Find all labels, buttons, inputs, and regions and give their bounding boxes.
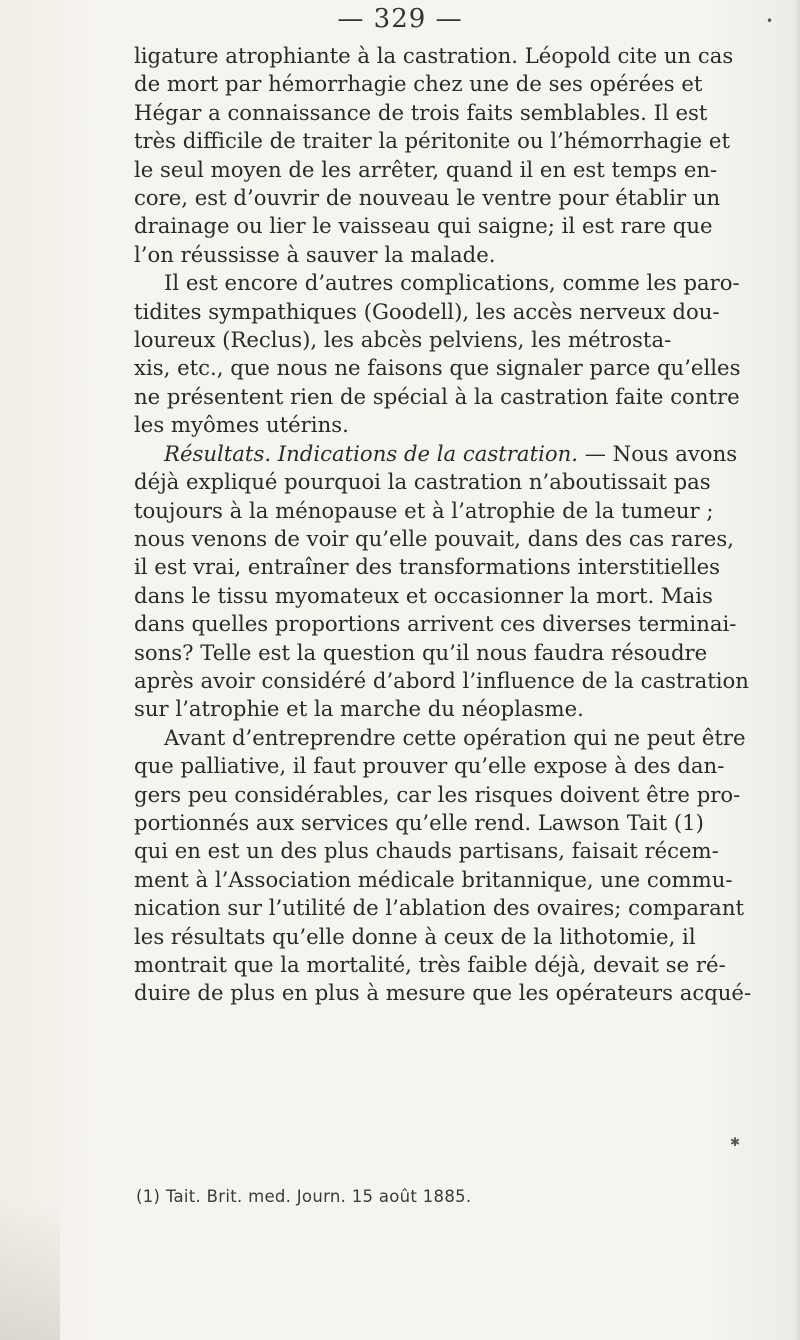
- text-line: nous venons de voir qu’elle pouvait, dans des cas rares,: [134, 525, 734, 551]
- text-line: Avant d’entreprendre cette opération qui ne peut être: [164, 724, 746, 750]
- page-number: — 329 —: [337, 4, 463, 34]
- text-line: sur l’atrophie et la marche du néoplasme.: [134, 696, 584, 722]
- text-line: les myômes utérins.: [134, 412, 349, 438]
- text-line: ment à l’Association médicale britannique, une commu-: [134, 866, 733, 892]
- text-line: ne présentent rien de spécial à la castration faite contre: [134, 383, 740, 409]
- text-fragment: — Nous avons: [578, 440, 738, 466]
- text-line: le seul moyen de les arrêter, quand il en est temps en-: [134, 156, 718, 182]
- text-line: gers peu considérables, car les risques doivent être pro-: [134, 781, 741, 807]
- text-line: sons? Telle est la question qu’il nous faudra résoudre: [134, 639, 708, 665]
- footnote: (1) Tait. Brit. med. Journ. 15 août 1885.: [136, 1187, 472, 1206]
- ink-speck: ✱: [730, 1135, 741, 1149]
- text-line: qui en est un des plus chauds partisans, faisait récem-: [134, 838, 719, 864]
- text-line: que palliative, il faut prouver qu’elle expose à des dan-: [134, 753, 725, 779]
- text-line: l’on réussisse à sauver la malade.: [134, 241, 496, 267]
- text-line: il est vrai, entraîner des transformations interstitielles: [134, 554, 721, 580]
- text-line: ligature atrophiante à la castration. Léopold cite un cas: [134, 43, 734, 68]
- text-line: les résultats qu’elle donne à ceux de la lithotomie, il: [134, 923, 696, 949]
- ink-speck: •: [766, 14, 774, 28]
- text-line: dans le tissu myomateux et occasionner la mort. Mais: [134, 582, 713, 608]
- text-line: tidites sympathiques (Goodell), les accès nerveux dou-: [134, 298, 720, 324]
- text-line: drainage ou lier le vaisseau qui saigne; il est rare que: [134, 213, 713, 239]
- text-line: Hégar a connaissance de trois faits semblables. Il est: [134, 99, 708, 125]
- text-line: duire de plus en plus à mesure que les opérateurs acqué-: [134, 980, 752, 1006]
- text-line: montrait que la mortalité, très faible déjà, devait se ré-: [134, 952, 726, 977]
- text-line: de mort par hémorrhagie chez une de ses opérées et: [134, 71, 703, 97]
- text-line: nication sur l’utilité de l’ablation des ovaires; comparant: [134, 895, 744, 921]
- text-line: après avoir considéré d’abord l’influence de la castration: [134, 667, 749, 693]
- page-edge-shadow: [794, 0, 800, 1340]
- body-text: [134, 42, 752, 1008]
- text-line: loureux (Reclus), les abcès pelviens, les métrosta-: [134, 327, 672, 353]
- section-heading: Résultats. Indications de la castration.: [164, 440, 578, 466]
- text-line: xis, etc., que nous ne faisons que signaler parce qu’elles: [134, 355, 741, 381]
- text-line: déjà expliqué pourquoi la castration n’aboutissait pas: [134, 469, 711, 495]
- text-line: dans quelles proportions arrivent ces diverses terminai-: [134, 611, 737, 637]
- text-line: Il est encore d’autres complications, comme les paro-: [164, 270, 740, 296]
- text-line: toujours à la ménopause et à l’atrophie de la tumeur ;: [134, 497, 714, 523]
- text-line: portionnés aux services qu’elle rend. Lawson Tait (1): [134, 809, 704, 835]
- section-heading-line: [134, 440, 738, 468]
- text-line: core, est d’ouvrir de nouveau le ventre pour établir un: [134, 185, 721, 211]
- page-stain: [0, 1200, 60, 1340]
- text-line: très difficile de traiter la péritonite ou l’hémorrhagie et: [134, 128, 730, 154]
